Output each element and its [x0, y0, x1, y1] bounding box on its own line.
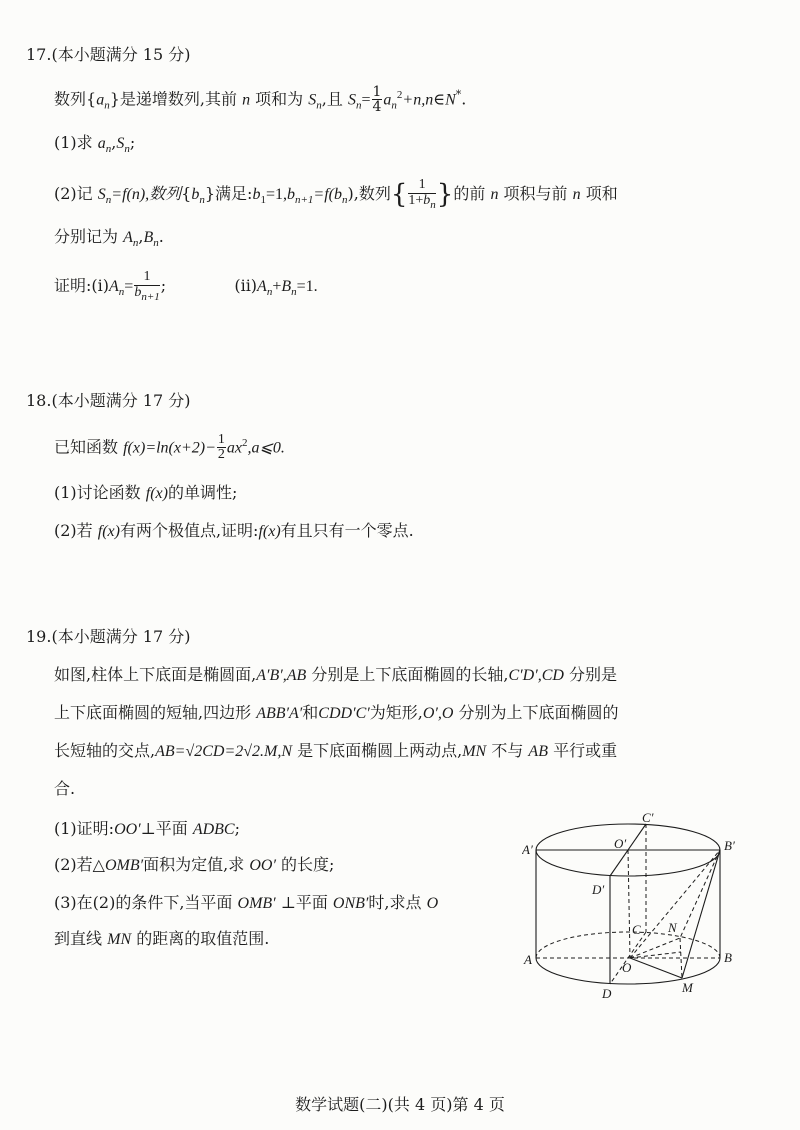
p19-text: 为矩形, — [369, 703, 423, 722]
p19-q1-text: OO′ — [114, 821, 141, 838]
var-n: n — [490, 186, 499, 204]
p18-q2-text: 有且只有一个零点. — [280, 521, 414, 540]
p18-text: 已知函数 — [54, 437, 119, 457]
label-n: N — [668, 920, 677, 935]
p19-q1-text: ADBC — [192, 821, 235, 838]
problem-17-stem: 数列$\{a_n\}$是递增数列,其前 n 项和为 $S_n$,且 $S_n=$ $\frac{1}{4}$ $a_n^2+n,n\in N^*$. — [54, 83, 467, 116]
segment-o-o-prime — [628, 850, 630, 958]
p19-q2-text: (2)若△ — [54, 855, 105, 874]
sub-n-plus-1: n+1 — [294, 194, 314, 207]
p19-text: 如图,柱体上下底面是椭圆面, — [54, 665, 257, 684]
p19-text: ABB′A′ — [256, 705, 303, 722]
sub-n: n — [132, 237, 139, 250]
fraction-one-half: $\frac{1}{2}$ — [217, 431, 225, 463]
p17-proof-text: 证明:(i) — [54, 276, 109, 296]
problem-17-part-2 — [54, 178, 618, 211]
p19-q3-text: (3)在(2)的条件下,当平面 — [54, 893, 233, 912]
p19-text: 不与 — [491, 741, 524, 760]
var-b: b — [286, 186, 295, 204]
p19-text: MN — [462, 743, 487, 760]
label-a-prime: A′ — [522, 842, 533, 857]
p17-q2-text: ),数列 — [347, 184, 391, 204]
var-S: S — [116, 135, 125, 152]
p17-q2-text: 项和 — [585, 184, 618, 204]
p19-text: 长短轴的交点, — [54, 741, 156, 760]
p19-text: 分别为上下底面椭圆的 — [458, 703, 619, 722]
problem-19-line-4: 合. — [54, 779, 76, 798]
sub-n: n — [118, 286, 125, 299]
p17-q1-text: , — [111, 133, 117, 152]
problem-17-header: 17.(本小题满分 15 分) — [26, 45, 191, 64]
p17-text: . — [461, 89, 467, 109]
problem-18-stem — [54, 432, 285, 463]
p19-q3-text: ONB′ — [332, 895, 369, 912]
p17-text: 项和为 — [255, 89, 304, 109]
sub-n: n — [355, 99, 362, 112]
segment-o-n — [630, 938, 680, 958]
p18-q1-text: f(x) — [145, 485, 168, 502]
p18-q2-text: 有两个极值点,证明: — [119, 521, 259, 540]
sub-n: n — [199, 194, 205, 207]
p18-q2-text: f(x) — [97, 523, 120, 540]
p17-proof-text: =1. — [296, 278, 318, 296]
p18-text: ,a⩽0. — [247, 439, 285, 457]
p18-text: f(x)=ln(x+2)− — [123, 439, 216, 457]
p19-text: 和 — [302, 703, 319, 722]
p19-text: A′B′,AB — [256, 667, 307, 684]
p17-q2-text: =f(n),数列 — [111, 186, 182, 204]
brace-right: } — [436, 179, 454, 210]
p17-text: 是递增数列,其前 — [119, 89, 237, 109]
p17-q1-text: ; — [129, 133, 136, 152]
p19-text: AB — [528, 743, 548, 760]
sub-n: n — [153, 237, 159, 250]
p18-text: ax — [226, 439, 243, 457]
p19-q2-text: 面积为定值,求 — [143, 855, 245, 874]
p17-text: 数列 — [54, 89, 87, 109]
p19-text: 分别是上下底面椭圆的长轴, — [311, 665, 509, 684]
label-c: C — [632, 922, 641, 937]
label-o: O — [622, 960, 632, 975]
var-b: b — [334, 186, 342, 204]
fraction-one-quarter: $\frac{1}{4}$ — [372, 83, 382, 116]
sub-n: n — [104, 99, 110, 112]
p19-text: 平行或重 — [553, 741, 618, 760]
sub-n: n — [105, 143, 112, 156]
elliptic-cylinder-figure — [522, 812, 742, 1002]
p19-q3-text: OMB′ — [237, 895, 276, 912]
var-a: a — [97, 135, 106, 152]
var-A: A — [109, 278, 119, 296]
problem-18-part-2 — [54, 520, 414, 543]
label-d: D — [602, 986, 612, 1001]
label-a: A — [524, 952, 532, 967]
problem-19-line-3 — [54, 740, 617, 763]
p19-text: C′D′,CD — [508, 667, 564, 684]
p17-text: +n,n∈N — [402, 91, 456, 109]
var-B: B — [281, 278, 292, 296]
p17-q2-text: 满足: — [215, 184, 253, 204]
segment-b-prime-n — [680, 850, 720, 938]
var-A: A — [257, 278, 267, 296]
p17-proof-text: (ii) — [234, 276, 258, 296]
var-n: n — [572, 186, 581, 204]
sub-n: n — [291, 286, 297, 299]
sub-n: n — [105, 194, 112, 207]
fraction-1-over-1-plus-bn: $\frac{1}{1+b_n}$ — [408, 177, 436, 211]
var-B: B — [143, 229, 154, 246]
brace-right: } — [109, 89, 120, 109]
p19-q3b-text: MN — [107, 931, 132, 948]
p19-text: 上下底面椭圆的短轴,四边形 — [54, 703, 252, 722]
p18-q2-text: f(x) — [258, 523, 281, 540]
p19-q3b-text: 的距离的取值范围. — [136, 929, 270, 948]
p17-q2b-text: 分别记为 — [54, 227, 119, 246]
p17-q2-text: 的前 — [453, 184, 486, 204]
sub-n: n — [391, 99, 397, 112]
problem-19-line-2 — [54, 702, 619, 725]
p17-q2-text: (2)记 — [54, 184, 93, 204]
p18-q2-text: (2)若 — [54, 521, 93, 540]
p17-q2-text: =f( — [313, 186, 334, 204]
p18-q1-text: (1)讨论函数 — [54, 483, 141, 502]
label-o-prime: O′ — [614, 836, 627, 851]
label-c-prime: C′ — [642, 812, 654, 825]
segment-o-b-prime — [630, 850, 720, 958]
sup-star: * — [455, 88, 462, 101]
label-b-prime: B′ — [724, 838, 735, 853]
fraction-1-over-b-n-plus-1: $\frac{1}{b_{n+1}}$ — [134, 269, 160, 303]
p19-q3-text: 时,求点 — [368, 893, 422, 912]
problem-18-part-1 — [54, 482, 237, 505]
p19-q2-text: OMB′ — [104, 857, 144, 874]
p17-q2-text: 项积与前 — [503, 184, 568, 204]
sup-2: 2 — [396, 89, 403, 101]
segment-o-m — [630, 958, 682, 978]
p19-text: 分别是 — [569, 665, 618, 684]
label-b: B — [724, 950, 732, 965]
problem-18-header: 18.(本小题满分 17 分) — [26, 391, 191, 410]
p19-q2-text: OO′ — [249, 857, 276, 874]
p18-q1-text: 的单调性; — [167, 483, 238, 502]
brace-left: { — [181, 184, 192, 204]
var-a: a — [383, 91, 392, 109]
label-m: M — [682, 980, 693, 995]
p19-q3-text: ⊥平面 — [280, 893, 328, 912]
problem-19-part-1 — [54, 818, 240, 841]
p17-q2b-text: , — [138, 227, 144, 246]
label-d-prime: D′ — [592, 882, 605, 897]
p19-q1-text: ; — [234, 819, 240, 838]
p17-q1-text: (1)求 — [54, 133, 93, 152]
sub-n: n — [266, 286, 273, 299]
brace-right: } — [204, 184, 216, 204]
p17-proof-text: = — [124, 278, 134, 296]
sub-n: n — [342, 194, 348, 207]
problem-19-part-3-cont — [54, 928, 269, 951]
p19-q2-text: 的长度; — [281, 855, 335, 874]
problem-19-header: 19.(本小题满分 17 分) — [26, 627, 191, 646]
var-S: S — [347, 91, 356, 109]
segment-b-prime-m — [682, 850, 720, 978]
p19-q1-text: ⊥平面 — [140, 819, 188, 838]
brace-left: { — [86, 89, 97, 109]
p19-q3-text: O — [426, 895, 439, 912]
page-footer: 数学试题(二)(共 4 页)第 4 页 — [295, 1095, 505, 1114]
problem-17-part-1 — [54, 132, 135, 160]
bottom-ellipse-back — [536, 932, 720, 958]
var-a: a — [96, 91, 105, 109]
problem-17-proof — [54, 270, 318, 303]
var-b: b — [191, 186, 200, 204]
p19-q3b-text: 到直线 — [54, 929, 103, 948]
var-A: A — [123, 229, 133, 246]
p17-proof-text: ; — [160, 276, 167, 296]
problem-19-line-1 — [54, 664, 617, 687]
brace-left: { — [390, 179, 408, 210]
p17-q2b-text: . — [158, 227, 164, 246]
var-S: S — [308, 91, 317, 109]
p19-q1-text: (1)证明: — [54, 819, 115, 838]
problem-17-part-2-cont — [54, 226, 164, 254]
var-n: n — [242, 91, 251, 109]
problem-19-part-2 — [54, 854, 334, 877]
p17-proof-text: + — [272, 278, 282, 296]
p19-text: 是下底面椭圆上两动点, — [297, 741, 463, 760]
sub-n: n — [124, 143, 130, 156]
p19-text: AB=√2CD=2√2.M,N — [155, 743, 293, 760]
segment-m-n — [680, 938, 682, 978]
sub-n: n — [316, 99, 322, 112]
var-S: S — [97, 186, 106, 204]
problem-19-part-3 — [54, 892, 438, 915]
sup-2: 2 — [242, 437, 248, 449]
p17-q2-text: =1, — [265, 186, 287, 204]
var-b: b — [252, 186, 261, 204]
p17-text: ,且 — [321, 89, 343, 109]
p19-text: CDD′C′ — [318, 705, 370, 722]
p19-text: O′,O — [422, 705, 454, 722]
sub-1: 1 — [260, 194, 266, 207]
